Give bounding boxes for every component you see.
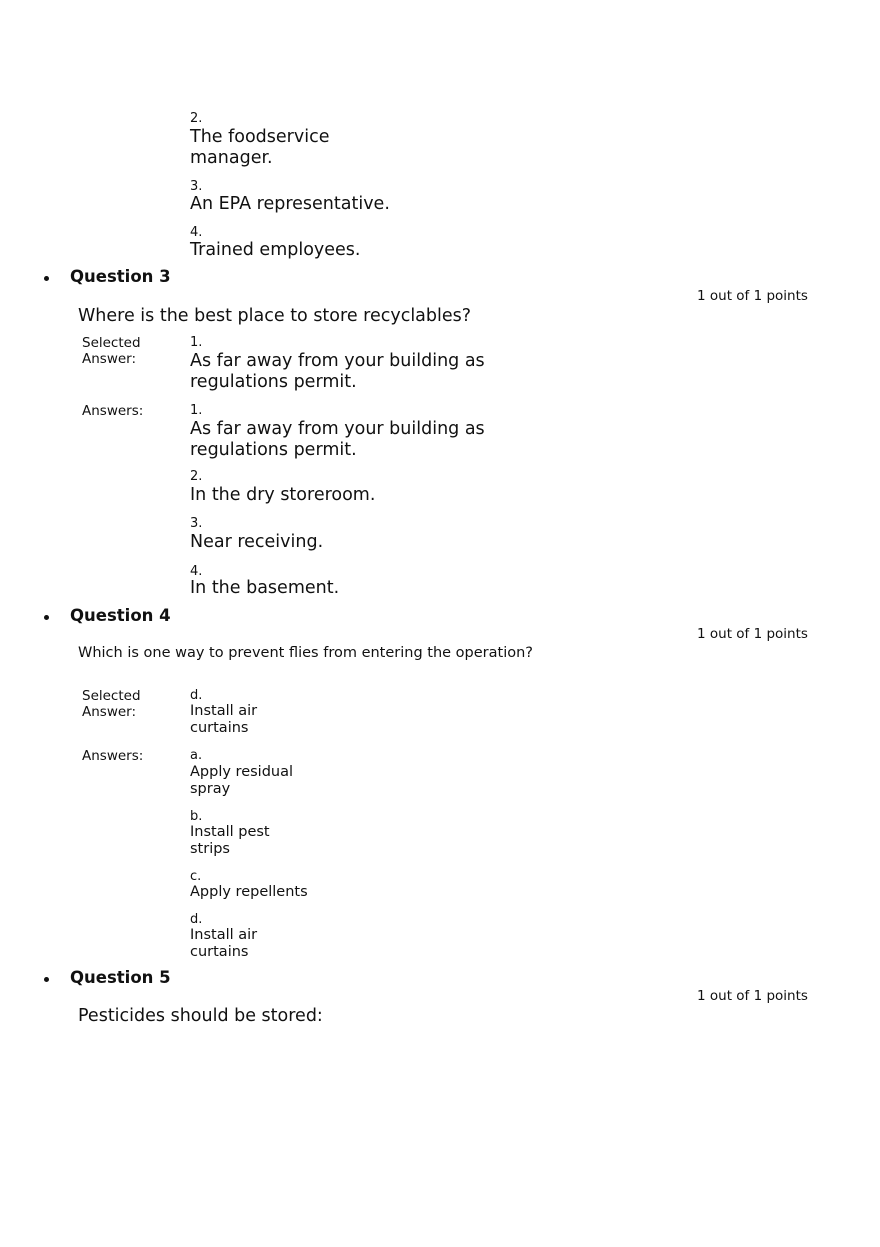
question-3-answer-4-text: In the basement. [190, 578, 340, 598]
q2-answer-3-text: An EPA representative. [190, 194, 390, 214]
question-4-answers-label: Answers: [82, 748, 144, 764]
question-3-answer-3-number: 3. [190, 516, 203, 531]
question-3-prompt: Where is the best place to store recyclables? [78, 306, 472, 326]
question-3-selected-text: As far away from your building as regulations permit. [190, 351, 485, 392]
question-3-answers-label: Answers: [82, 403, 144, 419]
bullet-icon [44, 276, 49, 281]
q2-answer-3-number: 3. [190, 179, 203, 194]
question-4-prompt: Which is one way to prevent flies from entering the operation? [78, 645, 533, 661]
question-4-answer-a-text: Apply residual spray [190, 764, 294, 797]
question-3-answer-3-text: Near receiving. [190, 532, 324, 552]
question-3-answer-2-number: 2. [190, 469, 203, 484]
question-4-answer-d-number: d. [190, 912, 203, 927]
q2-answer-2-text: The foodservice manager. [190, 127, 330, 168]
question-3-answer-2-text: In the dry storeroom. [190, 485, 376, 505]
question-4-selected-label: Selected Answer: [82, 688, 141, 720]
q2-answer-4-number: 4. [190, 225, 203, 240]
question-4-title: Question 4 [70, 606, 171, 625]
question-4-answer-a-number: a. [190, 748, 203, 763]
question-3-title: Question 3 [70, 267, 171, 286]
question-3-answer-1-number: 1. [190, 403, 203, 418]
question-5-points: 1 out of 1 points [697, 988, 808, 1004]
question-3-answer-1-text: As far away from your building as regulations permit. [190, 419, 485, 460]
bullet-icon [44, 977, 49, 982]
question-3-selected-number: 1. [190, 335, 203, 350]
question-3-selected-label: Selected Answer: [82, 335, 141, 367]
question-4-answer-b-number: b. [190, 809, 203, 824]
question-4-selected-number: d. [190, 688, 203, 703]
question-3-points: 1 out of 1 points [697, 288, 808, 304]
question-3-answer-4-number: 4. [190, 564, 203, 579]
question-5-title: Question 5 [70, 968, 171, 987]
question-4-answer-c-text: Apply repellents [190, 884, 308, 900]
question-4-points: 1 out of 1 points [697, 626, 808, 642]
q2-answer-4-text: Trained employees. [190, 240, 361, 260]
question-4-selected-text: Install air curtains [190, 703, 258, 736]
question-4-answer-d-text: Install air curtains [190, 927, 258, 960]
question-5-prompt: Pesticides should be stored: [78, 1006, 323, 1026]
q2-answer-2-number: 2. [190, 111, 203, 126]
bullet-icon [44, 615, 49, 620]
question-4-answer-c-number: c. [190, 869, 202, 884]
question-4-answer-b-text: Install pest strips [190, 824, 270, 857]
